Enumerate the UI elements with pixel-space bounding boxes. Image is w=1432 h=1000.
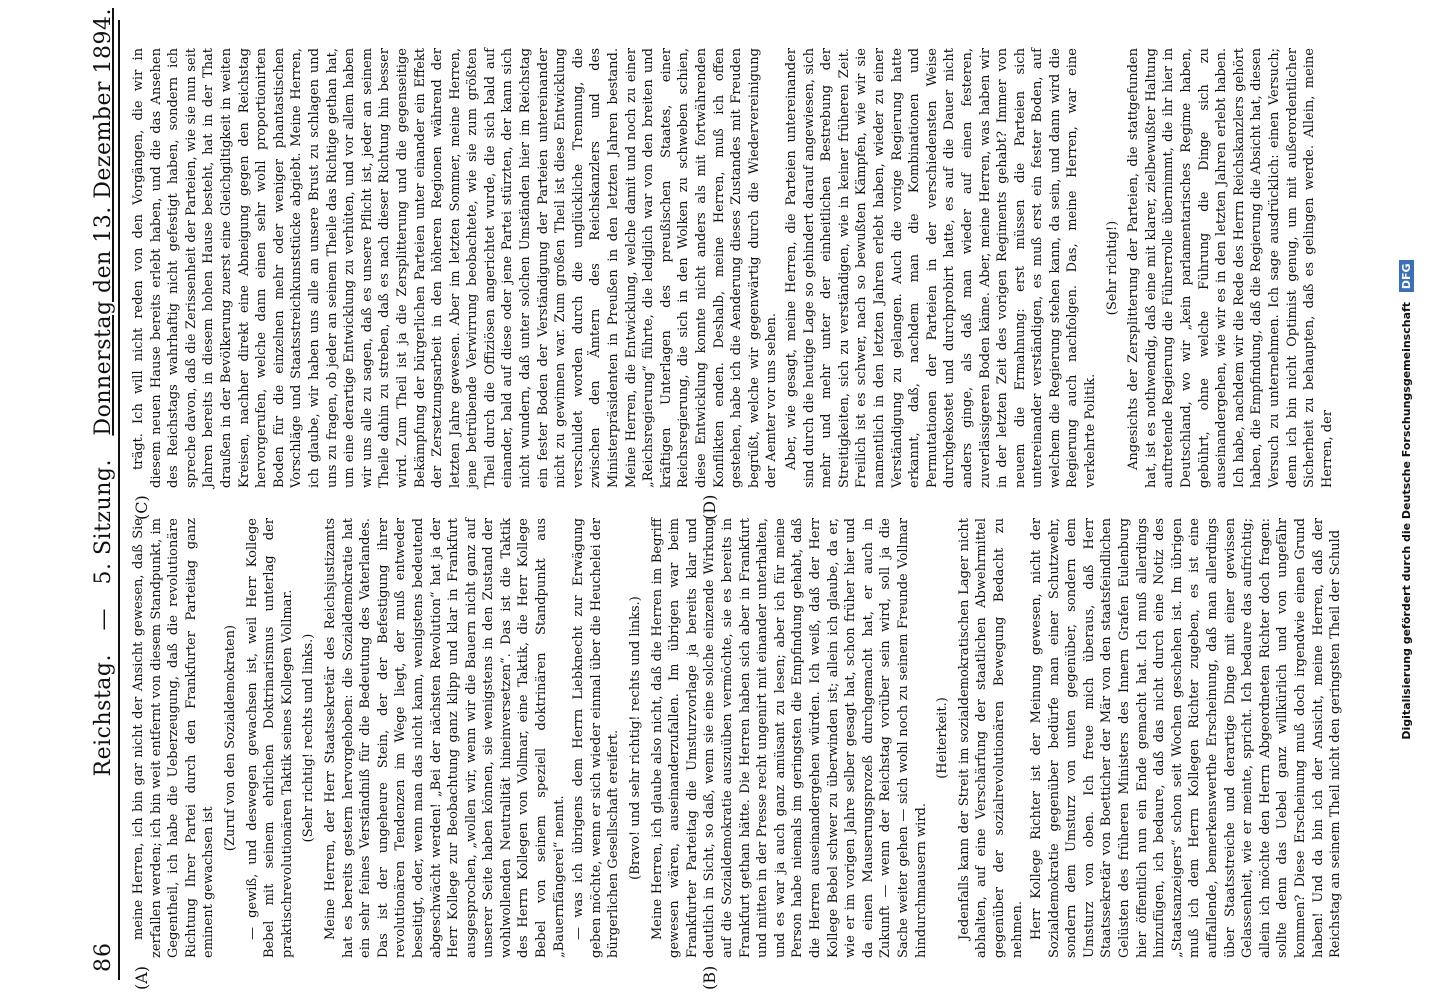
header-dash: — (91, 608, 116, 631)
interjection: (Sehr richtig! rechts und links.) (301, 633, 317, 843)
header-rule (118, 20, 120, 980)
right-column (130, 48, 1338, 488)
paragraph: — gewiß, und deswegen gewachsen ist, weil Herr Kollege Bebel mit seinem ehrlichen Doktrinarismus unterlag der praktischrevolutionären Taktik seines Kollegen Vollmar. (244, 518, 295, 958)
margin-mark-c: (C) (132, 495, 151, 520)
interjection: (Heiterkeit.) (935, 697, 951, 779)
running-title (91, 0, 116, 784)
credit-text: Digitalisierung gefördert durch die Deutsche Forschungsgemeinschaft (1400, 301, 1413, 740)
margin-mark-b: (B) (700, 965, 719, 990)
dfg-logo: DFG (1399, 260, 1414, 292)
running-header (62, 0, 116, 1000)
paragraph: Meine Herren, ich glaube also nicht, daß die Herren im Begriff gewesen wären, auseinanderzufallen. Im übrigen war beim Frankfurter Parteitag die Umsturzvorlage ja bereits klar und deutlich in Sicht, so daß, wenn sie eine solche einzende Wirkung auf die Sozialdemokratie auszuüben vermöchte, sie es bereits in Frankfurt gethan hätte. Die Herren haben sich aber in Frankfurt und mitten in der Presse recht ungenirt mit einander unterhalten, und es war ja auch ganz amüsant zu lesen; aber ich für meine Person habe niemals im geringsten die Empfindung gehabt, daß die Herren auseinandergehen würden. Ich weiß, daß der Herr Kollege Bebel schwer zu überwinden ist; allein ich glaube, da er, wie er im vorigen Jahre selber gesagt hat, schon früher hier und da einen Mauserungsprozeß durchgemacht hat, er auch in Zukunft — wenn der Reichstag vorüber sein wird, soll ja die Sache weiter gehen — sich wohl noch zu seinem Freunde Vollmar hindurchmausern wird. (649, 518, 929, 958)
header-date: Donnerstag den 13. Dezember 1894. (91, 8, 116, 436)
header-title: Reichstag. (91, 654, 116, 777)
margin-mark-a: (A) (132, 965, 151, 990)
interjection: (Zuruf von den Sozialdemokraten) (222, 624, 238, 852)
left-column (130, 518, 1347, 958)
header-session: 5. Sitzung. (91, 459, 116, 585)
paragraph: Angesichts der Zersplitterung der Parteien, die stattgefunden hat, ist es nothwendig, daß eine mit klarer, zielbewußter Haltung auftretende Regierung die Führerrolle übernimmt, die ihr hier in Deutschland, wo wir „kein parlamentarisches Regime haben, gebührt, ohne welche Führung die Dinge sich zu auseinandergehen, wie wir es in den letzten Jahren erlebt haben. Ich habe, nachdem wir die Rede des Herrn Reichskanzlers gehört haben, die Empfindung, daß die Regierung die Absicht hat, diesen Versuch zu unternehmen. Ich sage ausdrücklich: einen Versuch; denn ich bin nicht Optimist genug, um mit außerordentlicher Sicherheit zu behaupten, daß es gelingen werde. Allein, meine Herren, der (1126, 48, 1335, 488)
paragraph: Aber, wie gesagt, meine Herren, die Parteien untereinander sind durch die heutige Lage so gehindert darauf angewiesen, sich mehr und mehr unter der einheitlichen Bestrebung der Streitigkeiten, sich zu verständigen, wie in keiner früheren Zeit. Freilich ist es schwer, nach so bewußten Kämpfen, wie wir sie namentlich in den letzten Jahren erlebt haben, wieder zu einer Verständigung zu gelangen. Auch die vorige Regierung hatte erkannt, daß, nachdem man die Kombinationen und Permutationen der Parteien in der verschiedensten Weise durchgekostet und durchprobirt hatte, es auf die Dauer nicht anders ginge, als daß man wieder auf einen festeren, zuverlässigeren Boden käme. Aber, meine Herren, was haben wir in der letzten Zeit des vorigen Regiments gehabt? Immer von neuem die Ermahnung: erst müssen die Parteien sich untereinander verständigen, es muß erst ein fester Boden, auf welchem die Regierung stehen kann, da sein, und dann wird die Regierung auch nachfolgen. Das, meine Herren, war eine verkehrte Politik. (783, 48, 1099, 488)
paragraph: trägt. Ich will nicht reden von den Vorgängen, die wir in diesem neuen Hause bereits erlebt haben, und die das Ansehen des Reichstags wahrhaftig nicht gefestigt haben, sondern ich spreche davon, daß die Zerissenheit der Parteien, wie sie nun seit Jahren bereits in diesem hohen Hause besteht, hat in der That draußen in der Bevölkerung zuerst eine Gleichgiltigkeit in weiten Kreisen, nachher direkt eine Abneigung gegen den Reichstag hervorgerufen, welche dann einen sehr wohl proportionirten Boden für die einzelnen mehr oder weniger phantastischen Vorschläge und Staatsstreichkunststücke abgiebt. Meine Herren, ich glaube, wir haben uns alle an unsere Brust zu schlagen und uns zu fragen, ob jeder an seinem Theile das Richtige gethan hat, um eine derartige Entwicklung zu verhüten, und vor allem haben wir uns alle zu sagen, daß es unsere Pflicht ist, jeder an seinem Theile dahin zu streben, daß es nach dieser Richtung hin besser wird. Zum Theil ist ja die Zersplitterung und die gegenseitige Bekämpfung der bürgerlichen Parteien unter einander ein Effekt der Zersetzungsarbeit in den höheren Regionen während der letzten Jahre gewesen. Aber im letzten Sommer, meine Herren, jene betrübende Verwirrung beobachtete, wie sie zum größten Theil durch die Offiziösen angerichtet wurde, die sich bald auf einander, bald auf diese oder jene Partei stürzten, der kann sich nicht wundern, daß unter solchen Umständen hier im Reichstag ein fester Boden der Verständigung der Parteien untereinander nicht zu gewinnen war. Zum großen Theil ist diese Entwicklung verschuldet worden durch die unglückliche Trennung, die zwischen den Ämtern des Reichskanzlers und des Ministerpräsidenten in Preußen in den letzten Jahren bestand. Meine Herren, die Entwicklung, welche damit und noch zu einer „Reichsregierung“ führte, die lediglich war von den breiten und kräftigen Unterlagen des preußischen Staates, einer Reichsregierung, die sich in den Wolken zu schweben schien, diese Entwicklung konnte nicht anders als mit fortwährenden Konflikten enden. Deshalb, meine Herren, muß ich offen gestehen, habe ich die Aenderung dieses Zustandes mit Freuden begrüßt, welche wir gegenwärtig durch die Wiedervereinigung der Aemter vor uns sehen. (131, 48, 780, 488)
paragraph: Herr Kollege Richter ist der Meinung gewesen, nicht der Sozialdemokratie gegenüber bedürfe man einer Schutzwehr, sondern dem Umsturz von unten gegenüber, sondern dem Umsturz von oben. Ich freue mich überaus, daß Herr Staatssekretär von Boetticher der Mär von den staatsfeindlichen Gelüsten des früheren Ministers des Innern Grafen Eulenburg hier öffentlich nun ein Ende gemacht hat. Ich muß allerdings hinzufügen, ich bedaure, daß das nicht durch eine Notiz des „Staatsanzeigers“ schon seit Wochen geschehen ist. Im übrigen muß ich dem Herrn Kollegen Richter zugeben, es ist eine auffallende, bemerkenswerthe Erscheinung, daß man allerdings über Staatsstreiche und derartige Dinge mit einer gewissen Gelassenheit, wie er meinte, spricht. Ich bedaure das aufrichtig; allein ich möchte den Herrn Abgeordneten Richter doch fragen: sollte denn das Uebel ganz willkürlich und von ungefähr kommen? Diese Erscheinung muß doch irgendwie einen Grund haben! Und da bin ich der Ansicht, meine Herren, daß der Reichstag an seinem Theil nicht den geringsten Theil der Schuld (1029, 518, 1344, 958)
page-number: 86 (91, 942, 116, 972)
paragraph: Meine Herren, der Herr Staatssekretär des Reichsjustizamts hat es bereits gestern hervorgehoben: die Sozialdemokratie hat ein sehr feines Verständniß für die Bedeutung des Vaterlandes. Das ist der ungeheure Stein, der der Befestigung ihrer revolutionären Tendenzen im Wege liegt, der muß entweder beseitigt, oder, wenn man das nicht kann, wenigstens bedeutend abgeschwächt werden! „Bei der nächsten Revolution“ hat ja der Herr Kollege zur Beobachtung ganz klipp und klar in Frankfurt ausgesprochen, „wollen wir, wenn wir die Bauern nicht ganz auf unserer Seite haben können, sie wenigstens in den Zustand der wohlwollenden Neutralität hineinversetzen“. Das ist die Taktik des Herrn Kollegen von Vollmar, eine Taktik, die Herr Kollege Bebel von seinem speziell doktrinären Standpunkt aus „Bauernfängerei“ nennt. (322, 518, 567, 958)
interjection: (Bravo! und sehr richtig! rechts und links.) (628, 596, 644, 880)
paragraph: — was ich übrigens dem Herrn Liebknecht zur Erwägung geben möchte, wenn er sich wieder einmal über die Heuchelei der bürgerlichen Gesellschaft ereifert. (571, 518, 622, 958)
interjection: (Sehr richtig!) (1104, 220, 1120, 316)
digitization-credit (1400, 0, 1413, 1000)
paragraph: Jedenfalls kann der Streit im sozialdemokratischen Lager nicht abhalten, auf eine Verschärfung der staatlichen Abwehrmittel gegenüber der sozialrevolutionären Bewegung Bedacht zu nehmen. (956, 518, 1025, 958)
margin-mark-d: (D) (700, 494, 719, 520)
paragraph: meine Herren, ich bin gar nicht der Ansicht gewesen, daß Sie zerfallen werden; ich bin weit entfernt von diesem Standpunkt, im Gegentheil, ich habe die Ueberzeugung, daß die revolutionäre Richtung Ihrer Partei durch den Frankfurter Parteitag ganz eminent gewachsen ist (131, 518, 217, 958)
